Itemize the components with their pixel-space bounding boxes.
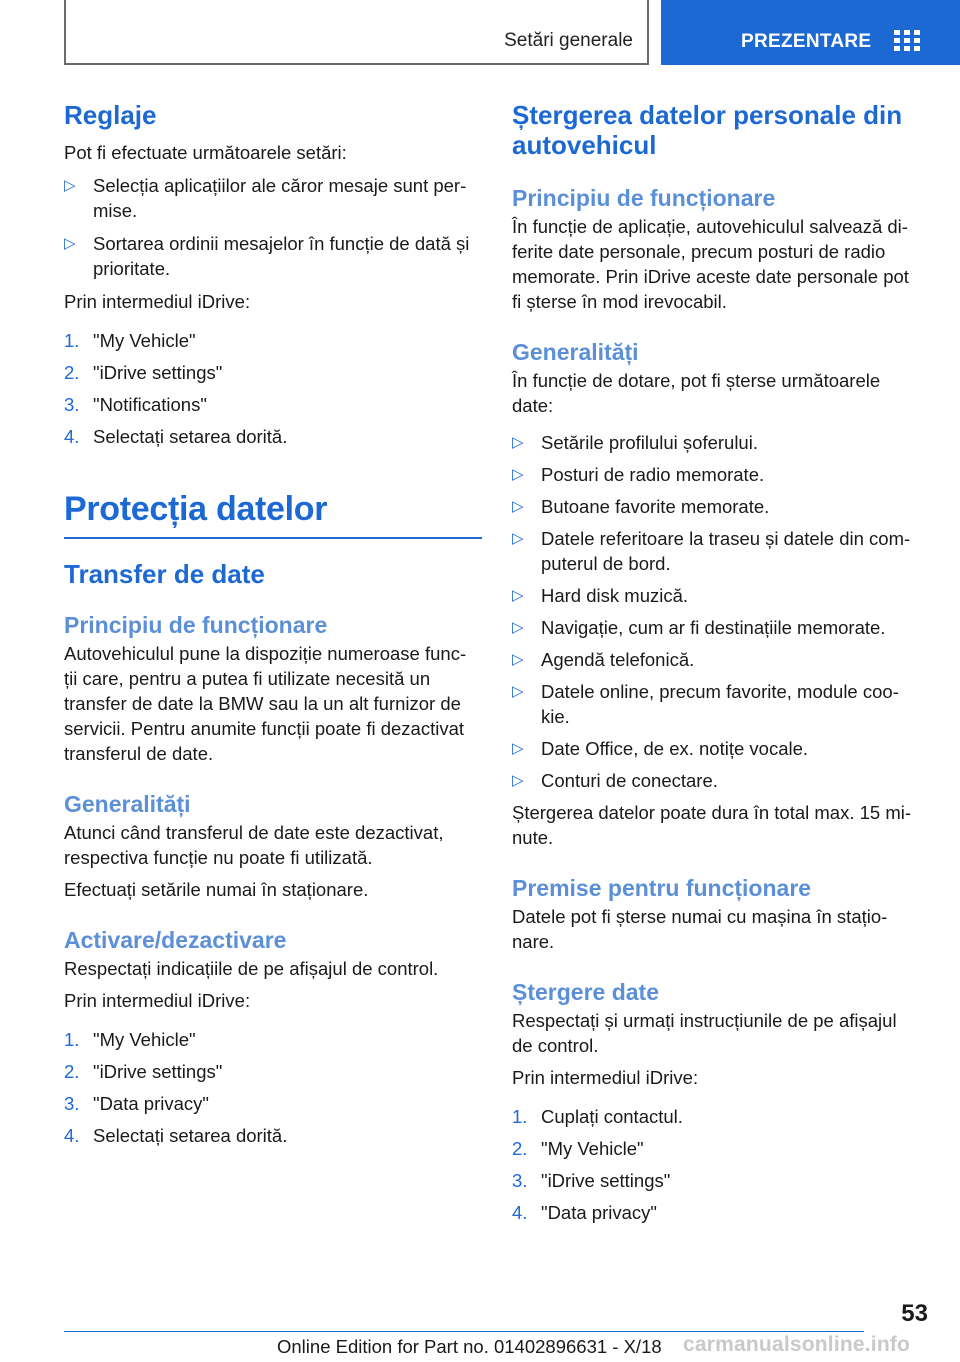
heading-principiu: Principiu de funcționare [64, 612, 328, 638]
heading-protectia-datelor: Protecția datelor [64, 489, 482, 539]
footer-edition: Online Edition for Part no. 01402896631 - X/18 [277, 1336, 662, 1357]
triangle-bullet-icon: ▷ [512, 651, 524, 668]
list-item: ▷ Setările profilului șoferului. [512, 432, 758, 453]
durata-paragraph: Ștergerea datelor poate dura în total max. 15 mi- nute. [512, 802, 911, 848]
triangle-bullet-icon: ▷ [512, 772, 524, 789]
header-section-box [64, 0, 649, 65]
header-tab-label: PREZENTARE [741, 31, 872, 52]
step-item: 4. Selectați setarea dorită. [64, 1125, 288, 1146]
step-item: 1. Cuplați contactul. [512, 1106, 683, 1127]
step-item: 2. "My Vehicle" [512, 1138, 644, 1159]
activare-via: Prin intermediul iDrive: [64, 990, 251, 1011]
step-item: 1. "My Vehicle" [64, 1029, 196, 1050]
activare-paragraph: Respectați indicațiile de pe afișajul de control. [64, 958, 439, 979]
triangle-bullet-icon: ▷ [512, 619, 524, 636]
right-column [512, 100, 922, 1225]
list-item: ▷ Sortarea ordinii mesajelor în funcție de dată și prioritate. [64, 233, 470, 279]
list-item: ▷ Conturi de conectare. [512, 770, 718, 791]
triangle-bullet-icon: ▷ [512, 587, 524, 604]
heading-stergere-date: Ștergere date [512, 979, 660, 1005]
reglaje-via: Prin intermediul iDrive: [64, 291, 251, 312]
generalitati-right-paragraph: În funcție de dotare, pot fi șterse următoarele date: [512, 370, 881, 416]
triangle-bullet-icon: ▷ [512, 740, 524, 757]
header-section-title: Setări generale [504, 30, 633, 51]
list-item: ▷ Date Office, de ex. notițe vocale. [512, 738, 809, 759]
triangle-bullet-icon: ▷ [64, 177, 76, 194]
generalitati-paragraph: Atunci când transferul de date este dezactivat, respectiva funcție nu poate fi utilizată. [64, 822, 444, 868]
list-item: ▷ Butoane favorite memorate. [512, 496, 770, 517]
list-item: ▷ Navigație, cum ar fi destinațiile memorate. [512, 617, 886, 638]
grid-menu-icon[interactable] [894, 30, 920, 52]
stergere-via: Prin intermediul iDrive: [512, 1067, 699, 1088]
reglaje-intro: Pot fi efectuate următoarele setări: [64, 142, 347, 163]
heading-stergerea-datelor: Ștergerea datelor personale din autovehicul [512, 100, 903, 160]
heading-premise: Premise pentru funcționare [512, 875, 812, 901]
list-item: ▷ Agendă telefonică. [512, 649, 695, 670]
premise-paragraph: Datele pot fi șterse numai cu mașina în stațio- nare. [512, 906, 888, 952]
step-item: 3. "Data privacy" [64, 1093, 209, 1114]
header-tab-prezentare[interactable] [661, 0, 960, 65]
list-item: ▷ Selecția aplicațiilor ale căror mesaje sunt per- mise. [64, 175, 467, 221]
watermark-logo: carmanualsonline.info [683, 1333, 911, 1356]
triangle-bullet-icon: ▷ [512, 530, 524, 547]
list-item: ▷ Posturi de radio memorate. [512, 464, 765, 485]
step-item: 3. "iDrive settings" [512, 1170, 671, 1191]
list-item: ▷ Datele referitoare la traseu și datele din com- puterul de bord. [512, 528, 911, 574]
left-column [64, 100, 482, 1148]
step-item: 2. "iDrive settings" [64, 362, 223, 383]
principiu-paragraph: Autovehiculul pune la dispoziție numeroase func- ții care, pentru a putea fi utilizate necesită un transfer de date la BMW sau la un alt furnizor de servicii. Pentru anumite funcții poate fi dezactivat transferul de date. [64, 643, 467, 764]
principiu-right-paragraph: În funcție de aplicație, autovehiculul salvează di- ferite date personale, precum posturi de radio memorate. Prin iDrive aceste date personale pot fi șterse în mod irevocabil. [512, 216, 909, 312]
step-item: 2. "iDrive settings" [64, 1061, 223, 1082]
heading-activare: Activare/dezactivare [64, 927, 287, 953]
triangle-bullet-icon: ▷ [512, 434, 524, 451]
step-item: 4. Selectați setarea dorită. [64, 426, 288, 447]
page-number: 53 [901, 1300, 928, 1327]
heading-reglaje: Reglaje [64, 100, 157, 130]
list-item: ▷ Hard disk muzică. [512, 585, 689, 606]
triangle-bullet-icon: ▷ [512, 498, 524, 515]
generalitati-note: Efectuați setările numai în staționare. [64, 879, 369, 900]
heading-principiu-right: Principiu de funcționare [512, 185, 776, 211]
step-item: 4. "Data privacy" [512, 1202, 657, 1223]
step-item: 1. "My Vehicle" [64, 330, 196, 351]
stergere-paragraph: Respectați și urmați instrucțiunile de pe afișajul de control. [512, 1010, 897, 1056]
triangle-bullet-icon: ▷ [64, 235, 76, 252]
step-item: 3. "Notifications" [64, 394, 207, 415]
triangle-bullet-icon: ▷ [512, 466, 524, 483]
heading-generalitati-right: Generalități [512, 339, 639, 365]
footer-divider [64, 1331, 864, 1332]
list-item: ▷ Datele online, precum favorite, module coo- kie. [512, 681, 899, 727]
heading-transfer-de-date: Transfer de date [64, 559, 265, 589]
triangle-bullet-icon: ▷ [512, 683, 524, 700]
heading-generalitati: Generalități [64, 791, 191, 817]
